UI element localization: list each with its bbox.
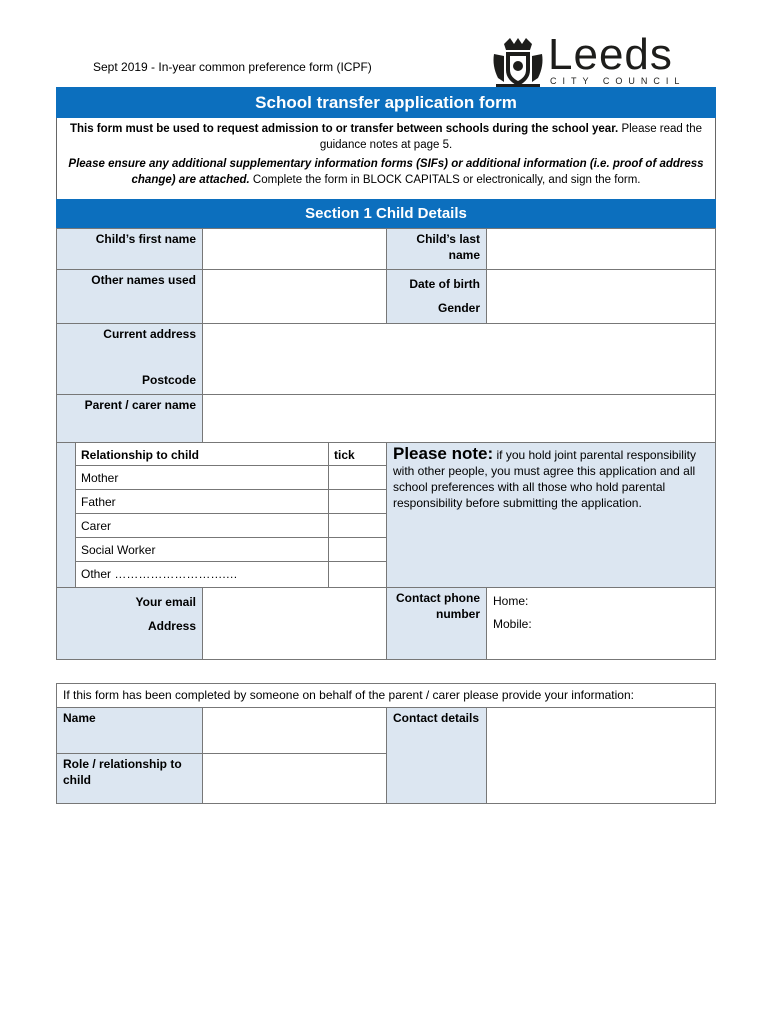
tick-social-worker-checkbox[interactable] <box>328 537 387 562</box>
intro-text <box>56 118 716 200</box>
please-note-text: if you hold joint parental responsibility with other people, you must agree this application and all school preferences with all those who hold parental responsibility before submitting the application. <box>393 448 696 510</box>
parent-name-field[interactable] <box>202 394 716 443</box>
relationship-father: Father <box>75 489 329 514</box>
behalf-intro: If this form has been completed by someone on behalf of the parent / carer please provide your information: <box>56 683 716 708</box>
intro-p2-bold: Please ensure any additional supplementary information forms (SIFs) or additional information (i.e. proof of address change) are attached. <box>68 158 704 186</box>
form-title: School transfer application form <box>56 87 716 118</box>
last-name-label: Child’s last name <box>386 228 487 270</box>
section-1-title: Section 1 Child Details <box>56 199 716 228</box>
intro-p1-rest: Please read the guidance notes at page 5. <box>319 123 703 151</box>
other-names-label: Other names used <box>56 269 203 324</box>
other-names-field[interactable] <box>202 269 387 324</box>
address-label: Address <box>147 619 196 633</box>
behalf-contact-field[interactable] <box>486 707 716 804</box>
logo-subtitle: CITY COUNCIL <box>550 76 686 86</box>
relationship-social-worker: Social Worker <box>75 537 329 562</box>
relationship-mother: Mother <box>75 465 329 490</box>
behalf-name-label: Name <box>56 707 203 754</box>
contact-phone-field[interactable] <box>486 587 716 660</box>
relationship-carer: Carer <box>75 513 329 538</box>
last-name-field[interactable] <box>486 228 716 270</box>
relationship-other: Other ……………………….… <box>75 561 329 588</box>
email-field[interactable] <box>202 587 387 660</box>
postcode-label: Postcode <box>141 373 196 387</box>
email-address-label <box>56 587 203 660</box>
behalf-contact-label: Contact details <box>386 707 487 804</box>
dob-label: Date of birth <box>409 277 480 291</box>
current-address-label: Current address Postcode <box>56 323 203 395</box>
please-note-heading: Please note: <box>393 444 494 463</box>
intro-p1-bold: This form must be used to request admission to or transfer between schools during the school year. <box>69 123 619 135</box>
coat-of-arms-icon <box>490 36 546 90</box>
relationship-header: Relationship to child <box>75 442 329 466</box>
tick-header: tick <box>328 442 387 466</box>
tick-carer-checkbox[interactable] <box>328 513 387 538</box>
behalf-role-field[interactable] <box>202 753 387 804</box>
form-reference: Sept 2019 - In-year common preference form (ICPF) <box>93 60 372 74</box>
logo-word: Leeds <box>548 30 673 79</box>
email-label: Your email <box>135 595 196 609</box>
please-note-box <box>386 442 716 588</box>
tick-other-checkbox[interactable] <box>328 561 387 588</box>
gender-label: Gender <box>437 301 480 315</box>
contact-phone-label: Contact phone number <box>386 587 487 660</box>
first-name-label: Child’s first name <box>56 228 203 270</box>
tick-mother-checkbox[interactable] <box>328 465 387 490</box>
tick-father-checkbox[interactable] <box>328 489 387 514</box>
behalf-role-label: Role / relationship to child <box>56 753 203 804</box>
current-address-field[interactable] <box>202 323 716 395</box>
intro-p2-rest: Complete the form in BLOCK CAPITALS or electronically, and sign the form. <box>249 174 641 186</box>
behalf-name-field[interactable] <box>202 707 387 754</box>
first-name-field[interactable] <box>202 228 387 270</box>
parent-name-label: Parent / carer name <box>56 394 203 443</box>
home-phone-label: Home: <box>493 594 529 608</box>
dob-gender-label <box>386 269 487 324</box>
leeds-logo <box>490 30 690 90</box>
mobile-phone-label: Mobile: <box>493 617 532 631</box>
dob-gender-field[interactable] <box>486 269 716 324</box>
relationship-left-margin <box>56 442 76 588</box>
